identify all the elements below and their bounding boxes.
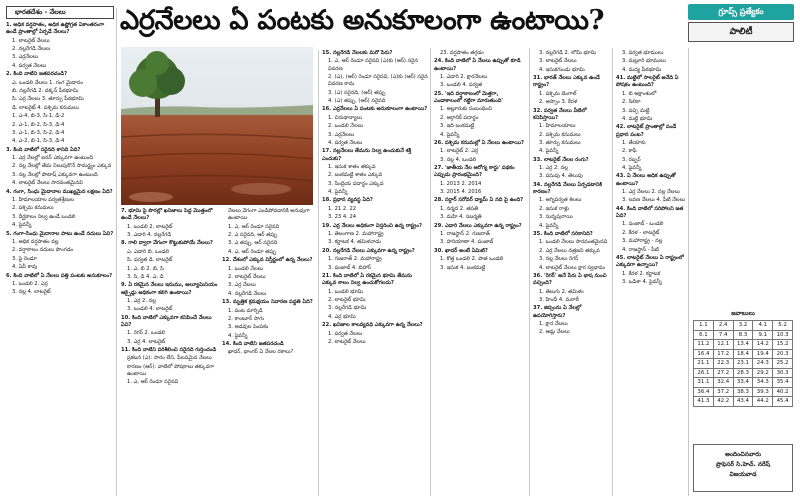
question-text: 4. గంగా, సింధు మైదానాల ముఖ్యమైన లక్షణం ఏది? bbox=[6, 188, 113, 195]
answer-option: 3. దీర్ఘకాలం నిల్వ ఉండే ఒండలి bbox=[12, 213, 76, 220]
answer-option: 2. కాఫీ bbox=[622, 148, 637, 155]
answer-option: 1. ఒండలి నేలలు సారవంతమైనవి bbox=[539, 239, 608, 246]
answer-cell: 37.2 bbox=[713, 387, 733, 397]
answer-cell: 13.4 bbox=[733, 340, 753, 350]
answer-option: 2. కేరళ - లాటరైట్ bbox=[622, 229, 660, 236]
question-text: 8. గాలి ద్వారా వేగంగా కొట్టుకుపోయే నేలలు? bbox=[121, 240, 213, 247]
answer-option: 1. తేయాకు bbox=[622, 139, 646, 146]
red-soil-field-photo bbox=[121, 47, 313, 205]
answer-cell: 31.1 bbox=[694, 378, 714, 388]
question-text: 1. అధిక వర్షపాతం, అధిక ఉష్ణోగ్రత ఏకాంతరంగా ఉండే ప్రాంతాల్లో ఏర్పడే నేలలు? bbox=[6, 22, 105, 36]
answer-option: 1. ఎర్ర నేలలు 2. నల్ల నేలలు bbox=[622, 189, 680, 196]
answer-option: 4. పర్వత నేలలు bbox=[328, 139, 363, 146]
question-text: 35. కింది వాటిలో సరికానిది? bbox=[533, 231, 593, 238]
group-special-banner: గ్రూప్స్ ప్రత్యేకం bbox=[688, 4, 794, 20]
answer-option: 3. ఎర్ర 4. లాటరైట్ bbox=[127, 338, 166, 345]
answer-option: 1. ఎ, ఆర్ రెండూ సరైనవి bbox=[228, 223, 280, 230]
answers-row bbox=[694, 387, 793, 397]
questions-column-5 bbox=[434, 50, 527, 500]
answer-option: 1. ఒండలి నేలలు bbox=[228, 265, 264, 272]
answer-option: 1. ఎ-4, బి-3, సి-1, డి-2 bbox=[12, 113, 65, 120]
answer-option: 4. పర్వత నేలలు bbox=[12, 62, 47, 69]
answer-option: 4. లాటరైట్ నేలలు సారవంతమైనవి bbox=[12, 180, 83, 187]
answer-option: 3. హిందీ 4. మరాఠీ bbox=[539, 296, 579, 303]
answer-cell: 41.3 bbox=[694, 397, 714, 407]
answer-cell: 27.2 bbox=[713, 368, 733, 378]
answer-cell: 30.3 bbox=[773, 368, 793, 378]
answer-cell: 29.2 bbox=[753, 368, 773, 378]
answer-option: 1. ఎర్ర నేలల్లో ఐరన్ ఎక్కువగా ఉంటుంది bbox=[12, 155, 94, 162]
answer-cell: 8.3 bbox=[733, 330, 753, 340]
question-text: 12. దేశంలో ఎక్కువ విస్తీర్ణంలో ఉన్న నేలలు? bbox=[222, 257, 313, 264]
subject-label: పాలిటీ bbox=[688, 22, 794, 42]
answer-option: 3. మహి 4. సబర్మతి bbox=[440, 214, 482, 221]
answer-option: 2. నల్లరేగడి నేలలు bbox=[12, 45, 51, 52]
answer-option: 2. వర్షాకాలం నదులు పొంగడం bbox=[12, 247, 74, 254]
answer-option: 1. ఎ, ఆర్ రెండూ సరైనవి (ఎ)కు (ఆర్) సరైన వివరణ bbox=[328, 58, 418, 72]
answer-option: 1. కేరళ 2. కర్ణాటక bbox=[622, 270, 661, 277]
answer-option: 3. సున్నపురాయి bbox=[539, 214, 573, 221]
answer-option: 1. లాటరైట్ నేలలు bbox=[12, 37, 50, 44]
answer-option: 3. నల్ల నేలల్లో పొటాష్ ఎక్కువగా ఉంటుంది bbox=[12, 171, 98, 178]
question-text: 30. ఖాదర్ అంటే ఏమిటి? bbox=[434, 247, 488, 254]
answer-option: 1. ఇసుక శాతం తక్కువ bbox=[328, 163, 376, 170]
questions-column-4 bbox=[322, 50, 428, 500]
answer-option: 2. ఇసుక రాళ్లు bbox=[539, 205, 570, 212]
answer-option: 3. ఒడిశా 4. పైవన్నీ bbox=[622, 279, 662, 285]
question-text: 44. కింది వాటిలో సరిపోలని జత ఏది? bbox=[616, 205, 684, 220]
answer-option: 1. చిరుధాన్యాలు bbox=[328, 114, 362, 121]
answer-option: 3. 2015 4. 2016 bbox=[440, 189, 482, 196]
answers-row bbox=[694, 349, 793, 359]
answer-cell: 35.4 bbox=[773, 378, 793, 388]
answer-cell: 33.4 bbox=[733, 378, 753, 388]
answer-cell: 36.4 bbox=[694, 387, 714, 397]
answer-option: డి. లాటరైట్ 4. పశ్చిమ కనుమలు bbox=[12, 104, 79, 111]
questions-column-3 bbox=[222, 208, 316, 500]
question-text: 45. లాటరైట్ నేలలు ఏ రాష్ట్రంలో ఎక్కువగా ఉన్నాయి? bbox=[616, 255, 684, 269]
answer-option: 4. పైవన్నీ bbox=[622, 165, 642, 172]
answer-cell: 17.2 bbox=[713, 349, 733, 359]
answer-option: 3. ఎ తప్పు, ఆర్ సరైనది bbox=[228, 240, 278, 247]
answer-option: 2. లాటరైట్ నేలలు bbox=[328, 338, 366, 345]
answer-option: 4. ఎర్ర భూమి bbox=[328, 313, 356, 320]
answer-cell: 7.4 bbox=[713, 330, 733, 340]
answer-option: 3. ఎర్రనేలలు bbox=[12, 54, 39, 61]
answer-option: 3. పసుపు 4. తెలుపు bbox=[539, 173, 583, 180]
answer-cell: 24.3 bbox=[753, 359, 773, 369]
answer-option: 1. ఒండలి భూమి bbox=[328, 288, 363, 295]
answer-option: 3. ఎర్ర నేలలు bbox=[228, 282, 256, 289]
answer-cell: 38.3 bbox=[733, 387, 753, 397]
answer-option: 3. తూర్పు కనుమలు bbox=[539, 139, 581, 146]
question-text: 11. కింది వాటిని పరిశీలించి సరైనది గుర్తించండి bbox=[121, 347, 217, 354]
question-text: 29. ఎడారి నేలలు ఎక్కువగా ఉన్న రాష్ట్రం? bbox=[434, 222, 522, 229]
author-label: అందించినవారు bbox=[725, 451, 761, 458]
answer-option: 1. పశ్చిమ బెంగాల్ bbox=[539, 90, 577, 97]
answer-option: 3. పై రెండూ bbox=[12, 255, 37, 262]
answer-cell: 42.2 bbox=[713, 397, 733, 407]
answer-cell: 11.2 bbox=[694, 340, 714, 350]
answer-option: 3. నల్లరేగడి 2. లోమీ భూమి bbox=[539, 50, 597, 56]
answer-option: 3. లాటరైట్ నేలలు bbox=[539, 58, 577, 65]
section-label: భారతదేశం - నేలలు bbox=[6, 6, 114, 19]
question-text: 20. నల్లరేగడి నేలలు ఎక్కువగా ఉన్న రాష్ట్రం? bbox=[322, 247, 415, 254]
answer-option: 1. రాజస్థాన్ 2. గుజరాత్ bbox=[440, 231, 490, 238]
answer-option: 4. మద్య పీఠభూమి bbox=[622, 66, 662, 73]
answer-cell: 10.3 bbox=[773, 330, 793, 340]
question-text: 9. ఏ రకమైన నేలలు ఇనుము, అల్యూమినియం ఆక్సైడ్లు అధికంగా కలిగి ఉంటాయి? bbox=[121, 282, 218, 296]
question-text: 36. 'రెగర్' అనే పేరు ఏ భాష నుంచి వచ్చింది? bbox=[533, 272, 607, 287]
answer-cell: 21.1 bbox=[694, 359, 714, 369]
answer-cell: 14.2 bbox=[753, 340, 773, 350]
answer-option: 1. పంజాబ్ - ఒండలి bbox=[622, 221, 664, 228]
answer-option: 2. బంకమట్టి శాతం ఎక్కువ bbox=[328, 172, 383, 179]
answer-option: 2. ఒండలి నేలలు bbox=[328, 123, 364, 130]
answer-option: 3. మల్లూరి భూములు bbox=[622, 58, 666, 65]
answer-cell: 32.4 bbox=[713, 378, 733, 388]
answer-option: 2. పశ్చిమ కనుమలు bbox=[539, 131, 581, 138]
answer-cell: 9.1 bbox=[753, 330, 773, 340]
answer-option: 4. ఎ-2, బి-1, సి-3, డి-4 bbox=[12, 138, 65, 145]
questions-column-8 bbox=[693, 50, 793, 306]
answer-option: 4. పైవన్నీ bbox=[539, 148, 559, 155]
answer-option: 2. అస్సాం 3. కేరళ bbox=[539, 99, 578, 106]
question-text: 41. మట్టిలో సాలరైట్ అనేది ఏ పోషకం ఉంటుంది? bbox=[616, 75, 679, 89]
answer-option: 2. ఎ సరైనది, ఆర్ తప్పు bbox=[228, 231, 278, 238]
answer-cell: 22.3 bbox=[713, 359, 733, 369]
answer-option: 1. హిమాలయాలు bbox=[539, 123, 576, 130]
answer-option: 4. నల్లరేగడి నేలలు bbox=[228, 290, 267, 297]
question-text: 13. మృత్తిక క్రమక్షయం నివారణ పద్ధతి ఏది? bbox=[222, 299, 313, 306]
question-text: 7. భూమి పై పొరల్లో ఖనిజాలు పెద్ద మొత్తంలో ఉండే నేలలు? bbox=[121, 208, 213, 222]
group-box bbox=[688, 4, 794, 46]
question-text: 10. కింది వాటిలో ఎక్కువగా కనిపించే నేలలు ఏవి? bbox=[121, 314, 212, 328]
answer-option: 23. వర్షపాతం తగ్గడం bbox=[440, 50, 484, 56]
questions-column-6 bbox=[533, 50, 610, 500]
question-text: 24. కింది వాటిలో ఏ నేలలు ఉప్పుతో కూడి ఉంటాయి? bbox=[434, 58, 521, 72]
answer-option: 1. క్షార నేలలు bbox=[539, 320, 568, 327]
answer-option: 1. నర్మద 2. తపతి bbox=[440, 205, 479, 212]
answer-option: నేలలు వేగంగా ఎండిపోవడానికి అనువుగా ఉంటాయి bbox=[228, 208, 310, 222]
answer-option: 1. 21 2. 22 bbox=[328, 205, 357, 212]
answer-option: 4. లాటరైట్ నేలలు క్షార స్వభావం bbox=[539, 264, 606, 271]
answer-option: 3. నల్లరేగడి భూమి bbox=[328, 305, 367, 312]
answer-option: 3. 23 4. 24 bbox=[328, 214, 357, 221]
answer-cell: 6.1 bbox=[694, 330, 714, 340]
answer-option: 4. పైవన్నీ bbox=[12, 222, 32, 229]
author-place: విజయవాడ bbox=[729, 471, 757, 478]
answer-option: 1. ఒండలి 2. లాటరైట్ bbox=[127, 223, 173, 230]
answer-option: 1. గుజరాత్ 2. మహారాష్ట్ర bbox=[328, 256, 382, 263]
answer-cell: 39.3 bbox=[753, 387, 773, 397]
answer-option: 3. లవణ నేలలు 4. పీటి నేలలు bbox=[622, 197, 686, 204]
answers-row bbox=[694, 359, 793, 369]
answer-option: కారణం (ఆర్): వాటిలో పోషకాలు తక్కువగా ఉంటాయి bbox=[127, 363, 215, 378]
answer-option: 1. లాటరైట్ 2. ఎర్ర bbox=[440, 148, 479, 155]
question-text: 2. కింది వాటిని జతపరచండి? bbox=[6, 71, 68, 78]
answer-option: 3. ఎర్రనేలలు bbox=[328, 131, 355, 138]
question-text: 17. నల్లనేలలు తేమను నిల్వ ఉంచుకునే శక్తి ఎందుకు? bbox=[322, 148, 412, 162]
answer-option: 1. పర్వత నేలలు bbox=[328, 330, 363, 337]
answer-option: 2. ఎ-1, బి-2, సి-3, డి-4 bbox=[12, 121, 65, 128]
answers-row bbox=[694, 378, 793, 388]
answer-option: 4. పైవన్నీ bbox=[440, 131, 460, 138]
answer-option: 4. (ఎ) తప్పు, (ఆర్) సరైనది bbox=[328, 97, 386, 104]
answer-cell: 12.1 bbox=[713, 340, 733, 350]
answer-option: 1. కొత్త ఒండలి 2. పాత ఒండలి bbox=[440, 256, 504, 263]
answer-cell: 43.4 bbox=[733, 397, 753, 407]
answer-cell: 15.2 bbox=[773, 340, 793, 350]
answer-option: ఎ. ఒండలి నేలలు 1. గంగ మైదానం bbox=[12, 79, 84, 86]
answer-option: 4. మట్టి భూమి bbox=[622, 115, 653, 122]
answer-option: 3. ఒండలి 4. లాటరైట్ bbox=[127, 306, 173, 313]
answer-option: ప్రకటన (ఎ): సారం లేని, పేలవమైన నేలలు bbox=[127, 355, 212, 362]
answer-option: 2. ఆర్గానిక్ పదార్థం bbox=[440, 114, 479, 121]
answer-option: 3. సి, డి 4. ఎ, డి bbox=[127, 273, 164, 280]
answer-option: 1. అధిక వర్షపాతం వల్ల bbox=[12, 238, 59, 245]
answer-cell: 19.4 bbox=[753, 349, 773, 359]
answer-option: 2. లాటరైట్ నేలలు bbox=[228, 273, 266, 280]
answer-cell: 40.2 bbox=[773, 387, 793, 397]
answer-option: 4. ఎ, ఆర్ రెండూ తప్పు bbox=[228, 248, 277, 255]
answer-option: 3. రబ్బర్ bbox=[622, 156, 641, 163]
question-text: 14. కింది వాటిని జతపరచండి bbox=[222, 341, 284, 348]
questions-column-2 bbox=[121, 208, 219, 500]
answer-cell: 28.3 bbox=[733, 368, 753, 378]
answer-option: 3. ఎ-1, బి-3, సి-2, డి-4 bbox=[12, 129, 65, 136]
questions-column-7 bbox=[616, 50, 686, 500]
red-soil-field-image bbox=[121, 47, 313, 205]
answer-option: 1. తెలుగు 2. తమిళం bbox=[539, 288, 584, 295]
answer-option: 1. ఎర్ర 2. నల్ల bbox=[539, 165, 568, 172]
answers-row bbox=[694, 397, 793, 407]
answer-option: 3. కర్ణాటక 4. తమిళనాడు bbox=[328, 239, 382, 246]
answer-option: 1. ఒండలి 2. ఎర్ర bbox=[12, 280, 48, 287]
answer-option: 2. ఆమ్ల నేలలు bbox=[539, 329, 570, 336]
answer-option: 3. (ఎ) సరైనది, (ఆర్) తప్పు bbox=[328, 89, 386, 96]
answer-option: 3. పంజాబ్ 4. బిహార్ bbox=[328, 264, 371, 271]
question-text: 37. జిప్సంను ఏ నేలల్లో ఉపయోగిస్తారు? bbox=[533, 305, 582, 319]
answer-option: 3. సేంద్రియ పదార్థం ఎక్కువ bbox=[328, 180, 384, 187]
answer-option: 3. ఎడారి 4. నల్లరేగడి bbox=[127, 231, 172, 238]
question-text: 6. కింది వాటిలో ఏ నేలలు పత్తి పంటకు అనుకూలం? bbox=[6, 272, 113, 279]
question-text: 16. ఎర్రనేలలు ఏ పంటకు అనుకూలంగా ఉంటాయి? bbox=[322, 106, 428, 113]
answer-option: 4. పైవన్నీ bbox=[228, 332, 248, 339]
answer-option: సి. ఎర్ర నేలలు 3. తూర్పు పీఠభూమి bbox=[12, 96, 84, 103]
answer-option: 3. ఇసుక 4. బంకమట్టి bbox=[440, 264, 486, 271]
question-text: 21. కింది వాటిలో ఏ రకమైన భూమి తేమను ఎక్కువ కాలం నిల్వ ఉంచుకోగలదు? bbox=[322, 272, 413, 287]
answer-option: 2. లాటరైట్ భూమి bbox=[328, 296, 366, 303]
question-text: 22. ఖనిజాల కాలవ్యవధి ఎక్కువగా ఉన్న నేలలు? bbox=[322, 322, 423, 329]
question-text: 33. లాటరైట్ నేలల రంగు? bbox=[533, 156, 589, 163]
answer-option: 2. ఎర్ర నేలలు నత్రజని తక్కువ bbox=[539, 247, 600, 254]
question-text: 18. ప్రధాన వ్యవస్థ ఏది? bbox=[322, 197, 373, 204]
answer-option: 3. మహారాష్ట్ర - నల్ల bbox=[622, 238, 663, 245]
answers-row bbox=[694, 340, 793, 350]
question-text: 5. గంగా-సింధు మైదానాల పాటు ఉండే నదులు ఏవి? bbox=[6, 230, 114, 237]
answer-option: 3. నల్ల 4. లాటరైట్ bbox=[12, 289, 51, 296]
answer-cell: 20.3 bbox=[773, 349, 793, 359]
answer-option: 2. సిలికా bbox=[622, 99, 641, 106]
answer-option: 1. ఎ, ఆర్ రెండూ సరైనవి bbox=[127, 379, 179, 386]
question-text: 26. పశ్చిమ కనుమల్లో ఏ నేలలు ఉంటాయి? bbox=[434, 139, 525, 146]
question-text: 34. నల్లరేగడి నేలలు ఏర్పడటానికి కారణం? bbox=[533, 181, 603, 196]
answer-option: 1. 2013 2. 2014 bbox=[440, 180, 482, 187]
answer-option: 4. పైవన్నీ bbox=[328, 189, 348, 196]
answers-table bbox=[693, 320, 793, 407]
answer-option: 1. హిమాలయాల పర్వతశ్రేణుల bbox=[12, 197, 75, 204]
answer-option: 1. అగ్నిపర్వత శిలలు bbox=[539, 197, 582, 204]
answer-option: సి. పర్వత డి. లాటరైట్ bbox=[127, 257, 173, 264]
answer-cell: 2.4 bbox=[713, 321, 733, 331]
answers-row bbox=[694, 368, 793, 378]
answer-option: 3. నల్ల నేలలు రెగర్ bbox=[539, 256, 579, 263]
answer-cell: 18.4 bbox=[733, 349, 753, 359]
answer-cell: 4.1 bbox=[753, 321, 773, 331]
answers-row bbox=[694, 330, 793, 340]
answer-cell: 16.4 bbox=[694, 349, 714, 359]
answer-option: బి. నల్లరేగడి 2. దక్కన్ పీఠభూమి bbox=[12, 87, 79, 94]
answer-option: 1. రెగర్ 2. ఒండలి bbox=[127, 330, 166, 337]
answer-cell: 44.2 bbox=[753, 397, 773, 407]
answer-option: 3. ఒండలి 4. పర్వత bbox=[440, 82, 483, 89]
question-text: 3. కింది వాటిలో సరైనది కానిది ఏది? bbox=[6, 146, 81, 153]
answer-option: 1. పంట మార్పిడి bbox=[228, 307, 263, 314]
question-text: 32. పర్వత నేలలు వీటిలో కనిపిస్తాయి? bbox=[533, 107, 587, 121]
answer-cell: 34.3 bbox=[753, 378, 773, 388]
answer-cell: 23.1 bbox=[733, 359, 753, 369]
author-name: ప్రొఫెసర్ సి.హెచ్. నరేష్ bbox=[716, 461, 770, 468]
question-text: 25. 'ఇది వర్షాకాలంలో మెత్తగా, ఎండాకాలంలో గట్టిగా మారుతుంది' bbox=[434, 90, 503, 104]
answer-option: 3. పర్వత భూములు bbox=[622, 50, 664, 56]
answer-cell: 26.1 bbox=[694, 368, 714, 378]
answer-cell: 45.4 bbox=[773, 397, 793, 407]
question-text: 31. భారత్ నేలలు ఎక్కువ ఉండే రాష్ట్రం? bbox=[533, 75, 600, 89]
answer-option: 3. పచ్చి మట్టి bbox=[622, 107, 650, 114]
question-text: 27. 'జాతీయ నేల ఆరోగ్య కార్డు' పథకం ఎప్పుడు ప్రారంభమైంది? bbox=[434, 165, 515, 179]
answer-option: 2. (ఎ), (ఆర్) రెండూ సరైనవి, (ఎ)కు (ఆర్) సరైన వివరణ కాదు bbox=[328, 73, 428, 88]
page-headline: ఎర్రనేలలు ఏ పంటకు అనుకూలంగా ఉంటాయి? bbox=[120, 5, 605, 36]
answer-option: 1. అల్లూరుకు సంబంధించి bbox=[440, 106, 492, 113]
answer-option: ఎ. ఎడారి బి. ఒండలి bbox=[127, 248, 170, 255]
answer-option: 4. ఇసుకగుండు భూమి bbox=[539, 66, 585, 73]
answer-option: 2. పశ్చిమ కనుమలు bbox=[12, 205, 54, 212]
answer-option: 3. నల్ల 4. ఒండలి bbox=[440, 156, 477, 163]
answer-cell: 25.2 bbox=[773, 359, 793, 369]
answer-option: 3. ఇది బంకమట్టి bbox=[440, 123, 475, 130]
answer-option: 3. హరియాణా 4. పంజాబ్ bbox=[440, 239, 494, 246]
answer-option: 2. కాంటూర్ సాగు bbox=[228, 315, 265, 322]
answer-option: 4. ఏవీ కావు bbox=[12, 264, 38, 271]
answer-option: 1. ఎ, బి 2. బి, సి bbox=[127, 265, 164, 272]
answer-cell: 1.1 bbox=[694, 321, 714, 331]
question-text: 15. నల్లరేగడి నేలలకు మరో పేరు? bbox=[322, 50, 393, 56]
answer-option: ఖాదర్, భాంగర్ ఏ నేలల రకాలు? bbox=[228, 349, 294, 356]
answers-row bbox=[694, 321, 793, 331]
author-box bbox=[693, 444, 793, 492]
questions-column-1 bbox=[6, 22, 114, 500]
answer-cell: 3.2 bbox=[733, 321, 753, 331]
answer-option: 1. ఎడారి 2. క్షారనేలలు bbox=[440, 73, 488, 80]
answer-option: 1. బి అక్షాంశంలో bbox=[622, 90, 657, 97]
question-text: 19. ఎర్ర నేలలు అధికంగా విస్తరించి ఉన్న రాష్ట్రం? bbox=[322, 222, 422, 229]
answer-option: 3. అడవుల పెంపకం bbox=[228, 324, 269, 331]
question-text: 43. ఏ నేలలు అధిక ఉప్పుతో ఉంటాయి? bbox=[616, 173, 676, 187]
answer-option: 2. నల్ల నేలల్లో తేమ నిలుపుకొనే సామర్థ్యం ఎక్కువ bbox=[12, 163, 112, 170]
answer-option: 4. రాజస్థాన్ - పీటి bbox=[622, 246, 659, 253]
question-text: 28. సర్దార్ సరోవర్ డ్యామ్ ఏ నది పై ఉంది? bbox=[434, 197, 524, 204]
answer-option: 1. ఎర్ర 2. నల్ల bbox=[127, 297, 156, 304]
question-text: 42. లాటరైట్ ప్రాంతాల్లో పండే ప్రధాన పంట? bbox=[616, 124, 677, 138]
answer-option: 4. పైవన్నీ bbox=[539, 222, 559, 229]
answer-option: 1. తెలంగాణ 2. మహారాష్ట్ర bbox=[328, 231, 384, 238]
answers-title: జవాబులు bbox=[731, 310, 755, 317]
answer-cell: 5.2 bbox=[773, 321, 793, 331]
